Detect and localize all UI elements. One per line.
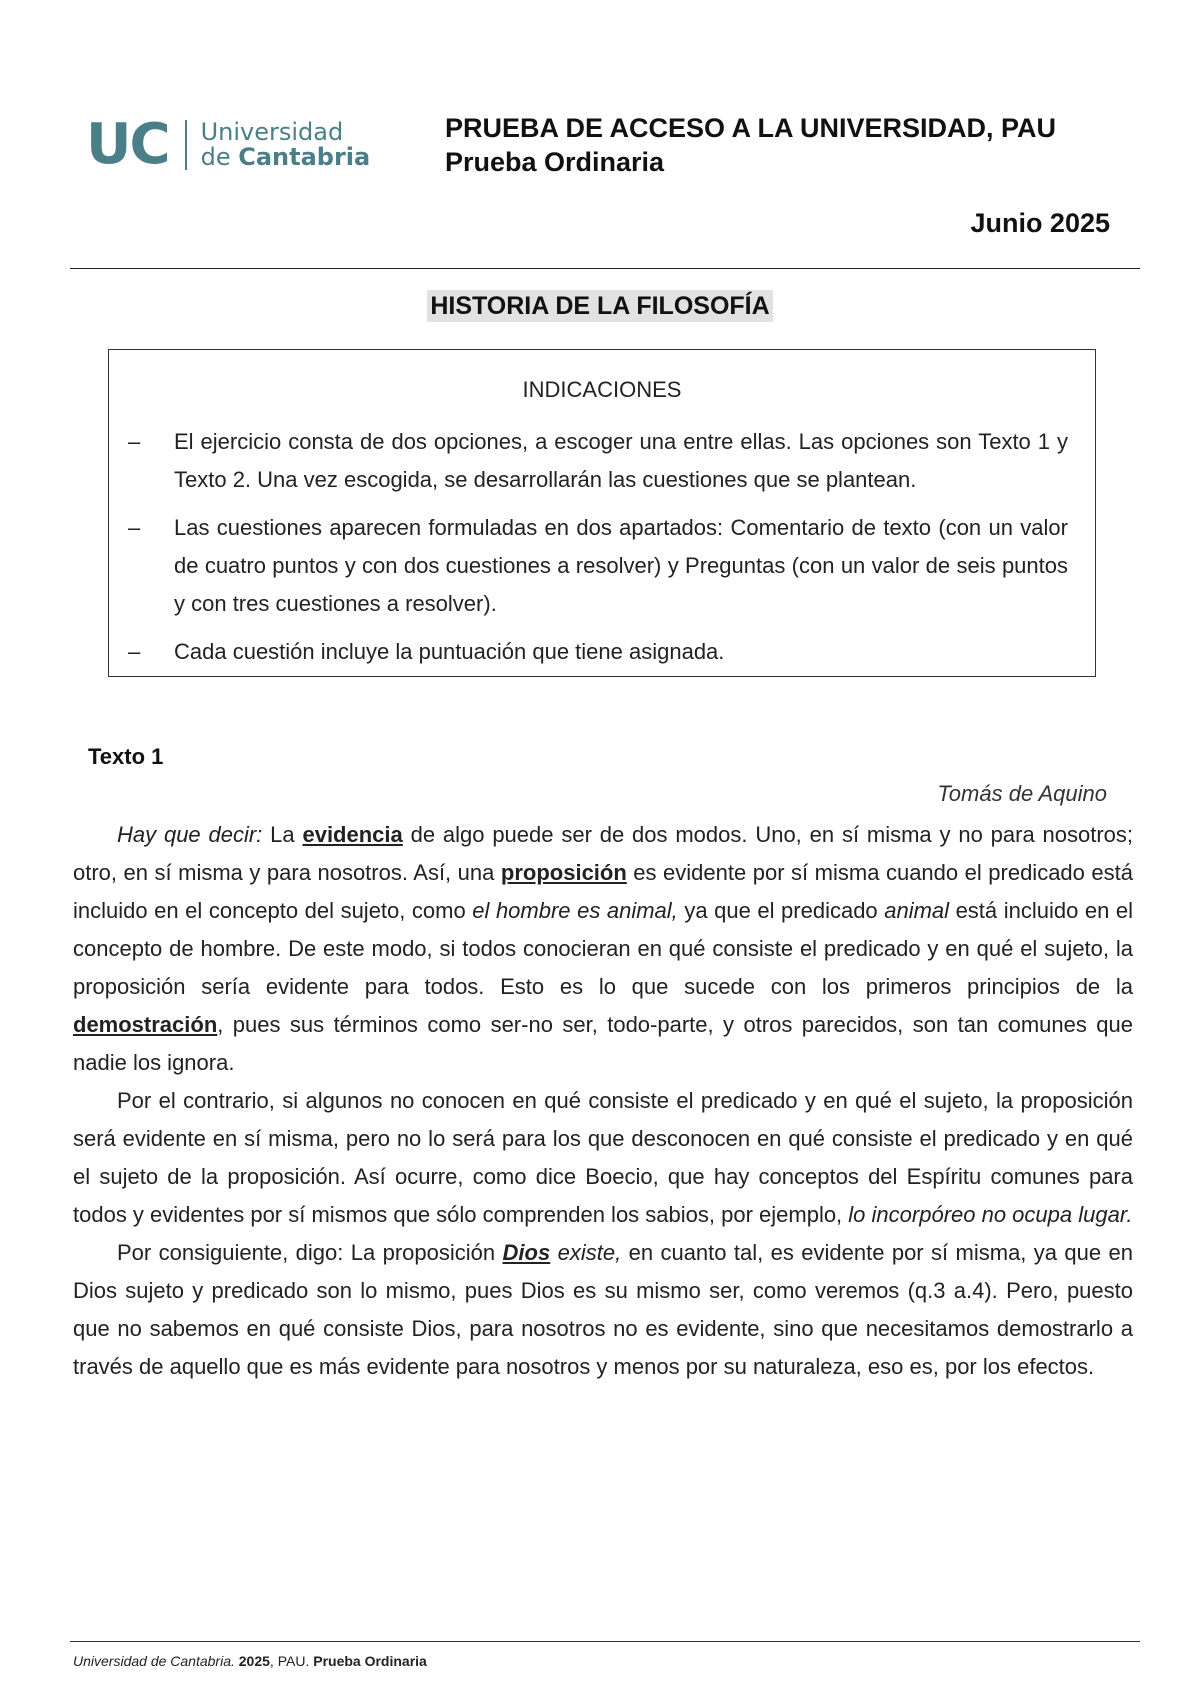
indication-item	[128, 423, 1068, 499]
indications-title: INDICACIONES	[522, 377, 682, 402]
p1-text: ya que el predicado	[677, 898, 885, 923]
header-divider	[70, 268, 1140, 269]
text-1-title: Texto 1	[88, 744, 164, 769]
exam-title: PRUEBA DE ACCESO A LA UNIVERSIDAD, PAU	[445, 113, 1057, 143]
list-dash: –	[128, 429, 141, 454]
keyword-proposicion: proposición	[500, 860, 627, 885]
p1-italic-intro: Hay que decir:	[117, 822, 263, 847]
p1-italic-example: el hombre es animal,	[472, 898, 678, 923]
subject-heading	[0, 292, 1200, 321]
footer-year: 2025	[238, 1653, 270, 1669]
page-footer	[73, 1653, 427, 1669]
indication-item	[128, 633, 1068, 671]
keyword-demostracion: demostración	[73, 1012, 218, 1037]
logo-line-2-prefix: de	[200, 143, 239, 171]
p2-italic-example: lo incorpóreo no ocupa lugar.	[848, 1202, 1133, 1227]
footer-sep: , PAU.	[269, 1653, 314, 1669]
footer-exam: Prueba Ordinaria	[313, 1653, 427, 1669]
p1-text: es evidente por sí misma cuando el predicado está incluido en el concepto del sujeto, como	[73, 860, 1133, 923]
text-1-author: Tomás de Aquino	[937, 781, 1107, 806]
indication-text: Las cuestiones aparecen formuladas en dos apartados: Comentario de texto (con un valor de cuatro puntos y con dos cuestiones a resolver) y Preguntas (con un valor de seis puntos y con tres cuestiones a resolver).	[174, 515, 1068, 616]
logo-line-2-bold: Cantabria	[238, 143, 371, 171]
logo-wordmark	[200, 117, 371, 171]
indication-text: Cada cuestión incluye la puntuación que tiene asignada.	[174, 639, 725, 664]
footer-institution: Universidad de Cantabria.	[73, 1653, 235, 1669]
logo-line-1: Universidad	[200, 117, 344, 146]
p2-text: Por el contrario, si algunos no conocen en qué consiste el predicado y en qué el sujeto, la proposición será evidente en sí misma, pero no lo será para los que desconocen en qué consiste el predicado y en qué el sujeto de la proposición. Así ocurre, como dice Boecio, que hay conceptos del Espíritu comunes para todos y evidentes por sí mismos que sólo comprenden los sabios, por ejemplo,	[73, 1088, 1133, 1227]
p1-italic-animal: animal	[884, 898, 950, 923]
logo-divider	[185, 120, 187, 170]
logo-line-2	[201, 145, 371, 170]
exam-subtitle: Prueba Ordinaria	[445, 147, 665, 177]
paragraph-3	[73, 1234, 1133, 1386]
p3-text: en cuanto tal, es evidente por sí misma, ya que en Dios sujeto y predicado son lo mismo, pues Dios es su mismo ser, como veremos (q.3 a.4). Pero, puesto que no sabemos en qué consiste Dios, para nosotros no es evidente, sino que necesitamos demostrarlo a través de aquello que es más evidente para nosotros y menos por su naturaleza, eso es, por los efectos.	[73, 1240, 1133, 1379]
logo-mark: UC	[86, 112, 169, 177]
p1-text: de algo puede ser de dos modos. Uno, en sí misma y no para nosotros; otro, en sí misma y para nosotros. Así, una	[73, 822, 1134, 885]
keyword-evidencia: evidencia	[302, 822, 403, 847]
subject-title: HISTORIA DE LA FILOSOFÍA	[427, 290, 772, 322]
p3-italic-existe: existe,	[550, 1240, 622, 1265]
indication-item	[128, 509, 1068, 623]
paragraph-2	[73, 1082, 1133, 1234]
p1-text: La	[262, 822, 303, 847]
list-dash: –	[128, 515, 141, 540]
university-logo	[86, 112, 396, 178]
paragraph-1	[73, 816, 1133, 1082]
keyword-dios: Dios	[502, 1240, 551, 1265]
p1-text: , pues sus términos como ser-no ser, todo-parte, y otros parecidos, son tan comunes que nadie los ignora.	[73, 1012, 1133, 1075]
text-1-body	[73, 816, 1133, 1386]
p1-text: está incluido en el concepto de hombre. De este modo, si todos conocieran en qué consiste el predicado y en qué el sujeto, la proposición sería evidente para todos. Esto es lo que sucede con los primeros principios de la	[73, 898, 1133, 999]
indication-text: El ejercicio consta de dos opciones, a escoger una entre ellas. Las opciones son Texto 1 y Texto 2. Una vez escogida, se desarrollarán las cuestiones que se plantean.	[174, 429, 1068, 492]
exam-date: Junio 2025	[970, 208, 1110, 238]
list-dash: –	[128, 639, 141, 664]
p3-text: Por consiguiente, digo: La proposición	[117, 1240, 503, 1265]
footer-divider	[70, 1641, 1140, 1642]
